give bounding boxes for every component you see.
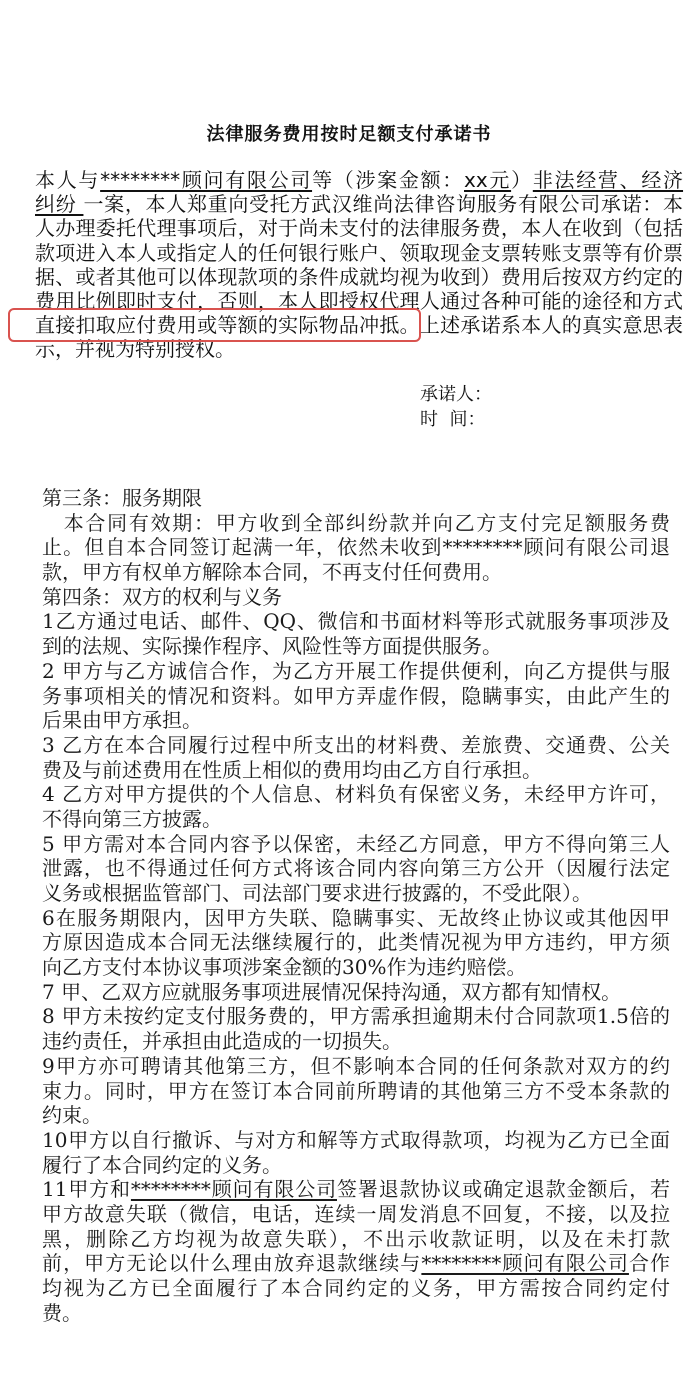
- text-segment: 款项进入本人或指定人的任何银行账户、领取现金支票转账支票等有价票: [35, 240, 683, 265]
- text-segment: 9甲方亦可聘请其他第三方，但不影响本合同的任何条款对双方的约: [42, 1053, 670, 1078]
- text-segment: 5 甲方需对本合同内容予以保密，未经乙方同意，甲方不得向第三人: [42, 831, 670, 856]
- text-line: [42, 832, 670, 857]
- text-line: [42, 1079, 670, 1104]
- text-line: [42, 1251, 670, 1276]
- text-line: [42, 758, 670, 783]
- text-segment: 3 乙方在本合同履行过程中所支出的材料费、差旅费、交通费、公关: [42, 732, 670, 757]
- text-segment: 签署退款协议或确定退款金额后，若: [337, 1177, 671, 1202]
- text-segment: 方原因造成本合同无法继续履行的，此类情况视为甲方违约，甲方须: [42, 930, 670, 955]
- text-line: [42, 733, 670, 758]
- text-segment: 示，并视为特别授权。: [35, 337, 235, 362]
- text-segment: 甲方故意失联（微信，电话，连续一周发消息不回复，不接，以及拉: [42, 1201, 670, 1226]
- text-line: [42, 708, 670, 733]
- text-line: [42, 1103, 670, 1128]
- text-segment: 泄露，也不得通过任何方式将该合同内容向第三方公开（因履行法定: [42, 856, 670, 881]
- text-segment: 11甲方和: [42, 1177, 131, 1202]
- text-line: [42, 486, 670, 511]
- text-line: [42, 560, 670, 585]
- text-line: [42, 881, 670, 906]
- text-segment: 据、或者其他可以体现款项的条件成就均视为收到）费用后按双方约定的: [35, 264, 683, 289]
- text-segment: 束力。同时，甲方在签订本合同前所聘请的其他第三方不受本条款的: [42, 1078, 670, 1103]
- text-segment: 本人与: [35, 168, 101, 192]
- text-line: [42, 1029, 670, 1054]
- text-segment: 10甲方以自行撤诉、与对方和解等方式取得款项，均视为乙方已全面: [42, 1127, 670, 1152]
- text-segment: 均视为乙方已全面履行了本合同约定的义务，甲方需按合同约定付: [42, 1276, 670, 1300]
- text-line: [42, 856, 670, 881]
- text-segment: 不得向第三方披露。: [42, 806, 222, 831]
- text-segment: 2 甲方与乙方诚信合作，为乙方开展工作提供便利，向乙方提供与服: [42, 658, 670, 683]
- text-line: [42, 807, 670, 832]
- text-line: [42, 1004, 670, 1029]
- underlined-text: ********顾问有限公司: [100, 168, 313, 192]
- text-segment: 4 乙方对甲方提供的个人信息、材料负有保密义务，未经甲方许可，: [42, 782, 670, 807]
- text-line: [42, 1054, 670, 1079]
- text-segment: 等（涉案金额：: [312, 168, 464, 192]
- text-line: [42, 511, 670, 536]
- text-segment: 到的法规、实际操作程序、风险性等方面提供服务。: [42, 634, 502, 659]
- text-segment: 7 甲、乙双方应就服务事项进展情况保持沟通，双方都有知情权。: [42, 979, 622, 1004]
- text-segment: 费。: [42, 1300, 82, 1325]
- text-segment: 义务或根据监管部门、司法部门要求进行披露的，不受此限）。: [42, 881, 592, 905]
- time-label: 时 间：: [420, 409, 486, 430]
- text-line: [42, 1276, 670, 1301]
- text-segment: 直接扣取应付费用或等额的实际物品冲抵。: [35, 313, 420, 338]
- text-line: [35, 168, 683, 192]
- underlined-text: 非法经营、经济: [532, 168, 684, 192]
- text-segment: 人办理委托代理事项后，对于尚未支付的法律服务费，本人在收到（包括: [35, 216, 683, 241]
- text-segment: 违约责任，并承担由此造成的一切损失。: [42, 1029, 402, 1054]
- text-line: [35, 265, 683, 289]
- text-line: [42, 585, 670, 610]
- underlined-text: ********顾问有限公司: [130, 1177, 337, 1202]
- contract-body: [42, 486, 670, 1325]
- text-line: [42, 1128, 670, 1153]
- text-line: [42, 782, 670, 807]
- text-segment: 后果由甲方承担。: [42, 708, 202, 733]
- text-segment: ）: [511, 168, 533, 192]
- text-line: [42, 955, 670, 980]
- text-line: [42, 980, 670, 1005]
- text-line: [42, 1153, 670, 1178]
- text-line: [35, 216, 683, 240]
- text-segment: 本合同有效期：甲方收到全部纠纷款并向乙方支付完足额服务费: [42, 510, 670, 535]
- text-line: [42, 930, 670, 955]
- text-segment: 前，甲方无论以什么理由放弃退款继续与: [42, 1251, 422, 1276]
- text-segment: 第四条：双方的权利与义务: [42, 584, 282, 609]
- text-line: [42, 684, 670, 709]
- text-segment: 款，甲方有权单方解除本合同，不再支付任何费用。: [42, 560, 502, 585]
- text-line: [42, 1227, 670, 1252]
- text-segment: 止。但自本合同签订起满一年，依然未收到********顾问有限公司退: [42, 535, 670, 560]
- text-line: [42, 609, 670, 634]
- text-segment: 6在服务期限内，因甲方失联、隐瞒事实、无故终止协议或其他因甲: [42, 905, 670, 930]
- text-line: [35, 192, 683, 216]
- text-segment: 8 甲方未按约定支付服务费的，甲方需承担逾期未付合同款项1.5倍的: [42, 1004, 670, 1029]
- text-segment: 向乙方支付本协议事项涉案金额的30%作为违约赔偿。: [42, 955, 527, 980]
- text-segment: 第三条：服务期限: [42, 486, 202, 510]
- text-line: [42, 1301, 670, 1326]
- text-line: [42, 634, 670, 659]
- text-line: [42, 659, 670, 684]
- text-line: [42, 535, 670, 560]
- underlined-text: ********顾问有限公司: [421, 1251, 629, 1276]
- document-title: 法律服务费用按时足额支付承诺书: [206, 124, 492, 145]
- text-segment: 黑，删除乙方均视为故意失联），不出示收款证明，以及在未打款: [42, 1226, 670, 1251]
- underlined-text: xx元: [464, 168, 512, 192]
- text-line: [42, 906, 670, 931]
- text-segment: 合作: [628, 1251, 671, 1276]
- text-segment: 约束。: [42, 1103, 102, 1128]
- text-segment: 务事项相关的情况和资料。如甲方弄虚作假，隐瞒事实，由此产生的: [42, 683, 670, 708]
- text-segment: 一案，本人郑重向受托方武汉维尚法律咨询服务有限公司承诺：本: [83, 192, 683, 217]
- signer-label: 承诺人：: [420, 384, 492, 405]
- text-segment: 费用比例即时支付，否则，本人即授权代理人通过各种可能的途径和方式: [35, 288, 683, 313]
- text-segment: 费及与前述费用在性质上相似的费用均由乙方自行承担。: [42, 757, 542, 782]
- underlined-text: 纠纷: [35, 192, 84, 217]
- text-line: [42, 1177, 670, 1202]
- text-segment: 1乙方通过电话、邮件、QQ、微信和书面材料等形式就服务事项涉及: [42, 609, 670, 634]
- text-segment: 上述承诺系本人的真实意思表: [419, 313, 684, 338]
- text-line: [35, 241, 683, 265]
- text-segment: 履行了本合同约定的义务。: [42, 1152, 282, 1177]
- text-line: [42, 1202, 670, 1227]
- highlight-box: [8, 308, 421, 342]
